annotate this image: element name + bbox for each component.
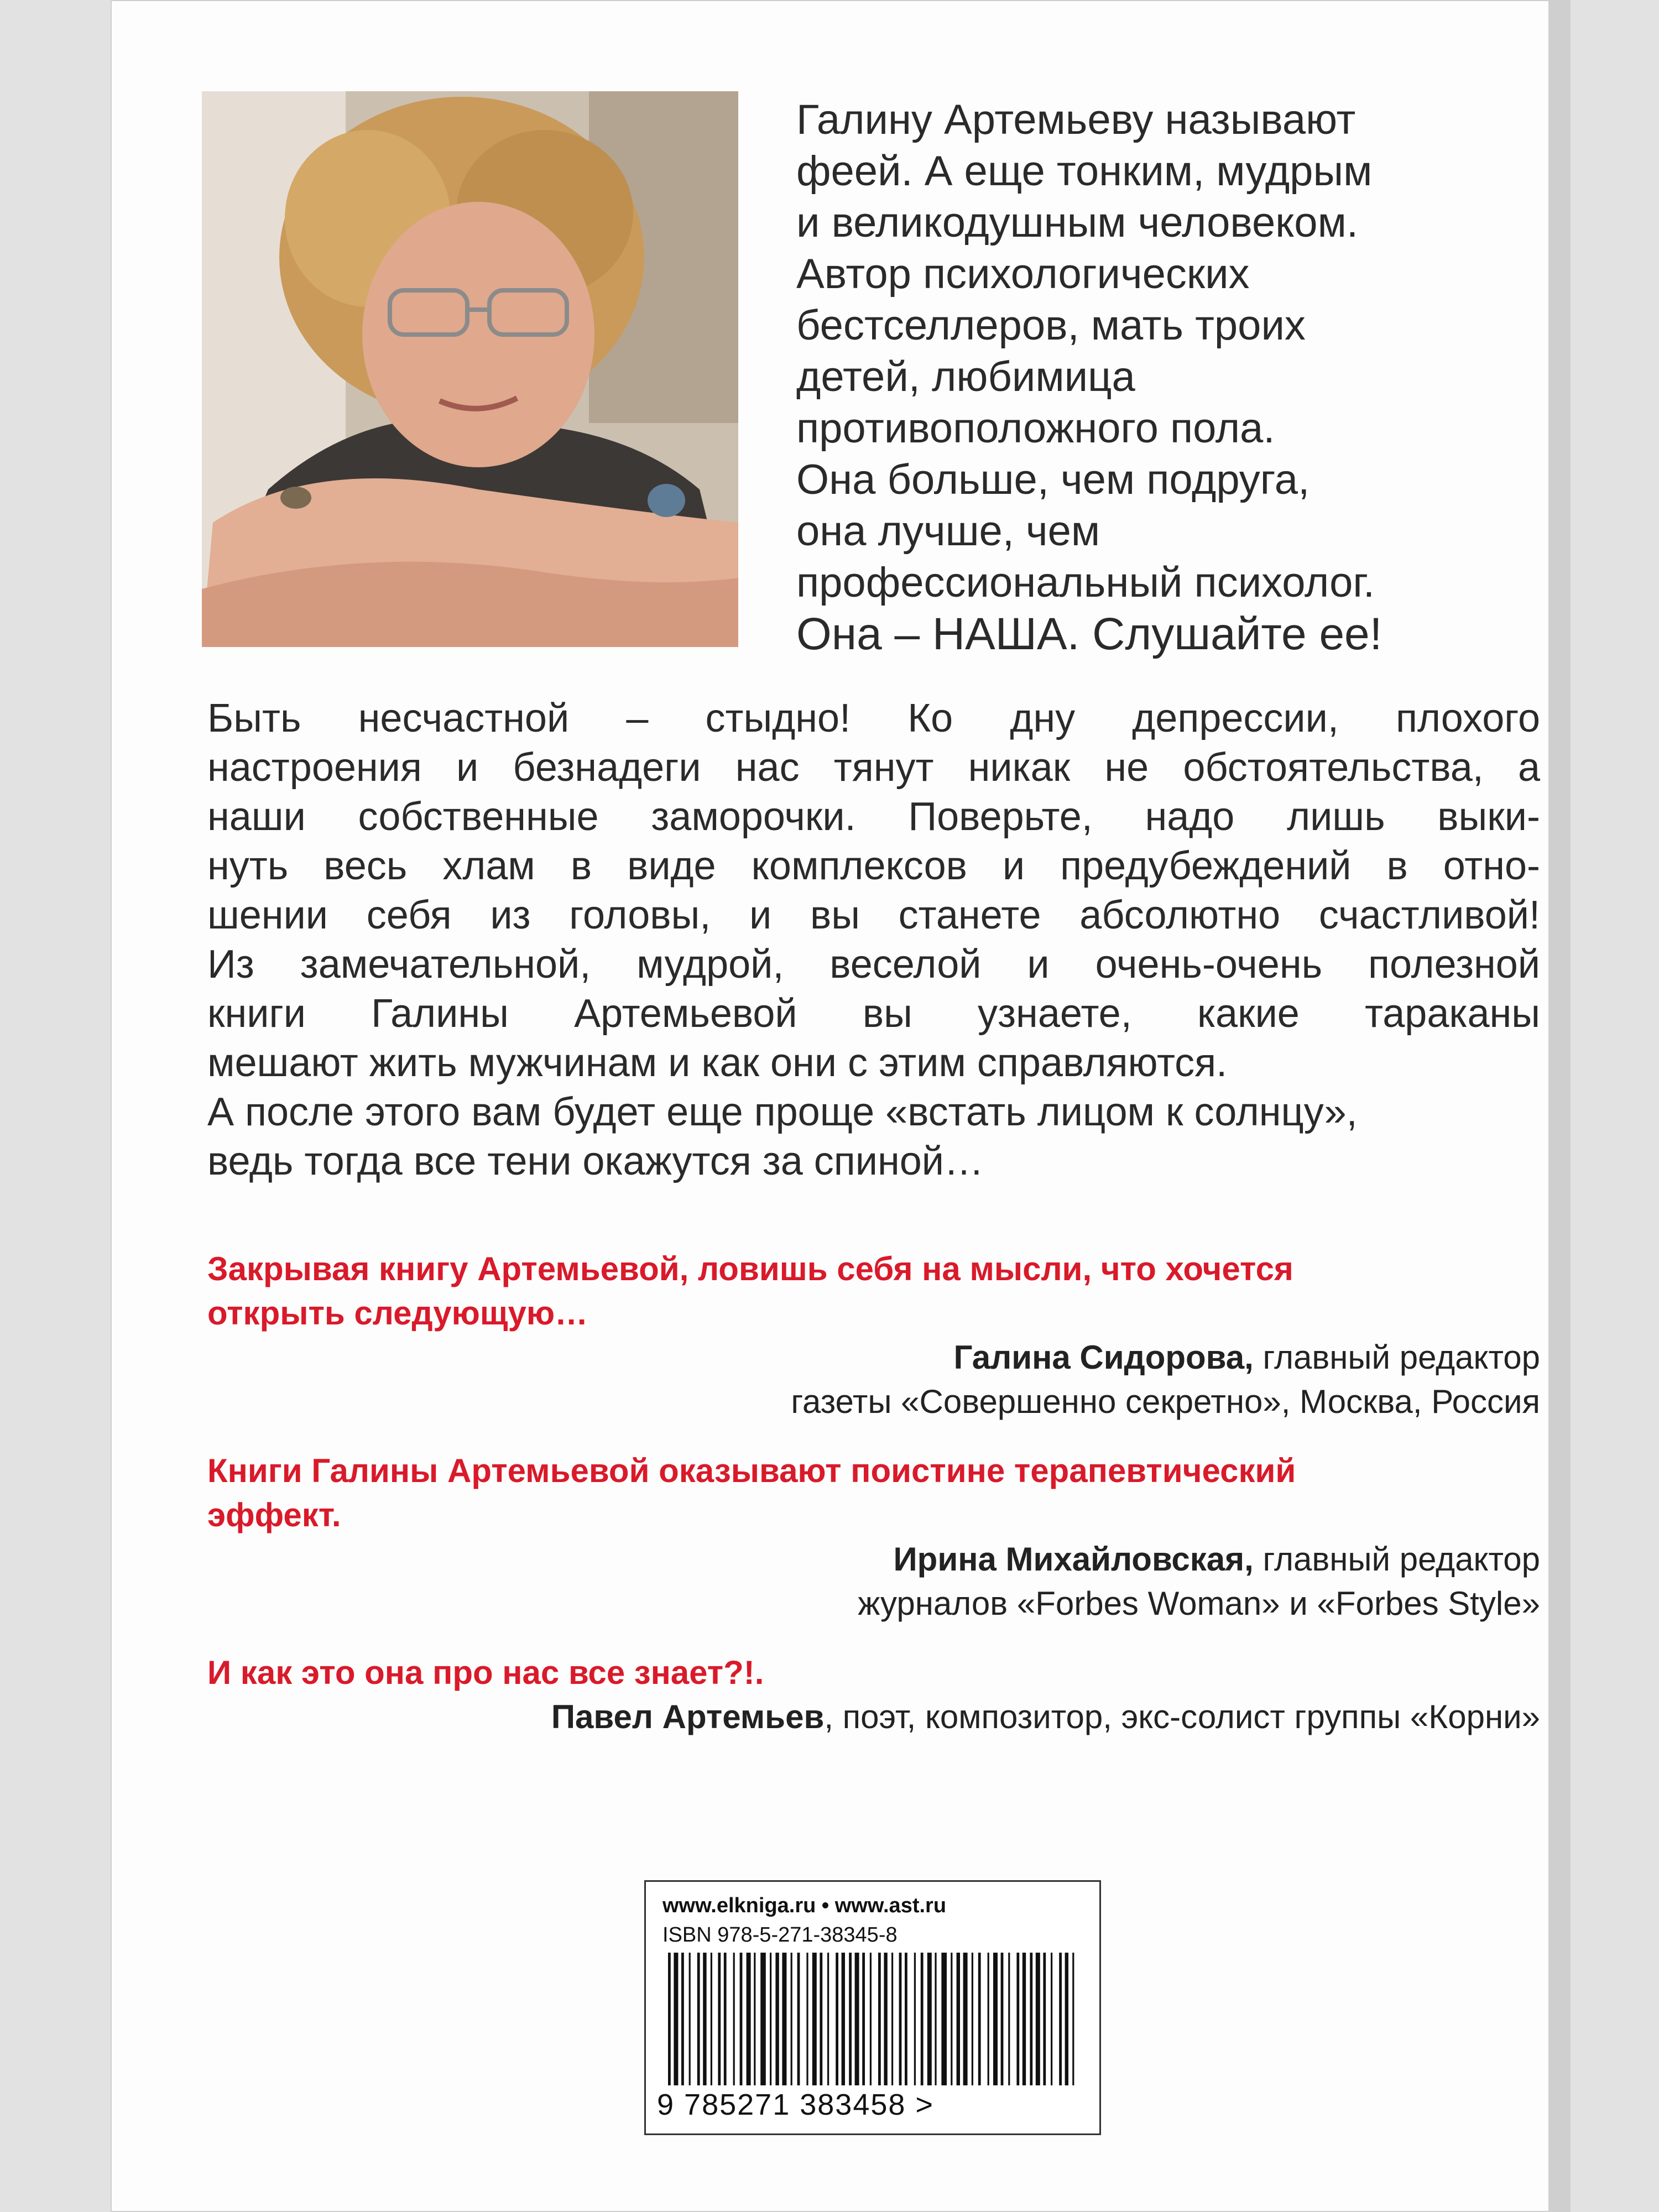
quote-author-role: газеты «Совершенно секретно», Москва, Россия bbox=[791, 1383, 1540, 1420]
author-intro bbox=[796, 94, 1571, 660]
barcode-block bbox=[644, 1880, 1101, 2135]
description-line: Из замечательной, мудрой, веселой и очень-очень полезной bbox=[207, 942, 1540, 987]
intro-line: бестселлеров, мать троих bbox=[796, 302, 1306, 349]
quote-author: Ирина Михайловская, bbox=[893, 1541, 1254, 1578]
quote-attribution bbox=[207, 1695, 1540, 1739]
description-line: шении себя из головы, и вы станете абсолютно счастливой! bbox=[207, 893, 1540, 937]
book-back-cover bbox=[111, 0, 1571, 2212]
isbn-number: ISBN 978-5-271-38345-8 bbox=[662, 1923, 898, 1947]
ean-digits: 9 785271 383458 > bbox=[657, 2088, 934, 2121]
intro-line: Автор психологических bbox=[796, 251, 1250, 298]
quote-text-line: И как это она про нас все знает?!. bbox=[207, 1654, 764, 1691]
quote-author: Павел Артемьев bbox=[551, 1698, 825, 1735]
description-line: мешают жить мужчинам и как они с этим справляются. bbox=[207, 1041, 1228, 1085]
intro-line: Она больше, чем подруга, bbox=[796, 456, 1310, 503]
quote-text-line: Закрывая книгу Артемьевой, ловишь себя на мысли, что хочется bbox=[207, 1250, 1293, 1287]
book-description bbox=[207, 694, 1540, 1186]
intro-line: феей. А еще тонким, мудрым bbox=[796, 148, 1373, 195]
description-line: ведь тогда все тени окажутся за спиной… bbox=[207, 1139, 984, 1183]
intro-line: противоположного пола. bbox=[796, 405, 1275, 452]
intro-line: детей, любимица bbox=[796, 353, 1135, 400]
review-quote bbox=[207, 1449, 1540, 1626]
intro-line: Галину Артемьеву называют bbox=[796, 96, 1356, 143]
intro-line: Она – НАША. Слушайте ее! bbox=[796, 609, 1383, 659]
description-line: книги Галины Артемьевой вы узнаете, какие тараканы bbox=[207, 992, 1540, 1036]
description-line: Быть несчастной – стыдно! Ко дну депрессии, плохого bbox=[207, 696, 1540, 740]
author-portrait-image bbox=[202, 91, 738, 647]
review-quote bbox=[207, 1651, 1540, 1739]
description-line: А после этого вам будет еще проще «встать лицом к солнцу», bbox=[207, 1090, 1358, 1134]
intro-line: профессиональный психолог. bbox=[796, 559, 1375, 606]
description-line: нуть весь хлам в виде комплексов и предубеждений в отно- bbox=[207, 844, 1540, 888]
quote-text-line: эффект. bbox=[207, 1496, 341, 1533]
quote-author-role: главный редактор bbox=[1253, 1339, 1540, 1376]
quote-author-role: главный редактор bbox=[1253, 1541, 1540, 1578]
intro-line: она лучше, чем bbox=[796, 508, 1100, 555]
quote-text-line: Книги Галины Артемьевой оказывают поистине терапевтический bbox=[207, 1452, 1296, 1489]
quote-attribution bbox=[207, 1537, 1540, 1582]
description-line: наши собственные заморочки. Поверьте, надо лишь выки- bbox=[207, 795, 1540, 839]
review-quote bbox=[207, 1247, 1540, 1424]
barcode-icon bbox=[668, 1953, 1077, 2085]
quote-author-role: журналов «Forbes Woman» и «Forbes Style» bbox=[858, 1585, 1540, 1622]
quote-author-role: , поэт, композитор, экс-солист группы «Корни» bbox=[824, 1698, 1540, 1735]
publisher-websites: www.elkniga.ru • www.ast.ru bbox=[662, 1894, 947, 1917]
author-photo bbox=[202, 91, 738, 647]
intro-line: и великодушным человеком. bbox=[796, 199, 1358, 246]
quote-attribution bbox=[207, 1335, 1540, 1380]
quote-author: Галина Сидорова, bbox=[953, 1339, 1254, 1376]
quote-text-line: открыть следующую… bbox=[207, 1295, 588, 1332]
description-line: настроения и безнадеги нас тянут никак не обстоятельства, а bbox=[207, 745, 1540, 790]
cover-edge bbox=[1548, 0, 1571, 2212]
